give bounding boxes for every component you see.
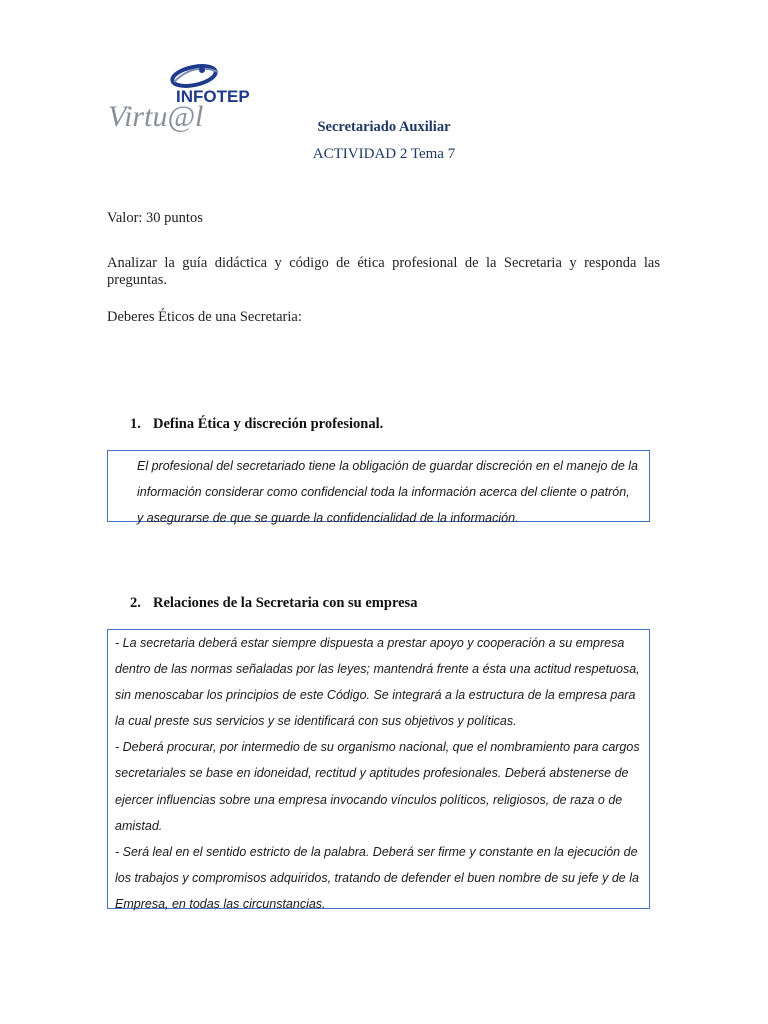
logo-script-text: Virtu@l [108, 100, 204, 133]
course-title: Secretariado Auxiliar [317, 119, 451, 135]
answer-2-paragraph-1: - La secretaria deberá estar siempre dispuesta a prestar apoyo y cooperación a su empresa dentro de las normas señaladas por las leyes; mantendrá frente a ésta una actitud respetuosa, sin menoscabar los principios de este Código. Se integrará a la estructura de la empresa para la cual preste sus servicios y se identificará con sus objetivos y políticas. [115, 636, 640, 729]
logo-brand-text: INFOTEP [176, 87, 250, 106]
question-1 [130, 416, 383, 433]
question-1-number: 1. [130, 416, 141, 432]
section-label: Deberes Éticos de una Secretaria: [107, 309, 302, 325]
question-2 [130, 595, 417, 612]
answer-box-2 [107, 629, 650, 909]
answer-2-paragraph-3: - Será leal en el sentido estricto de la palabra. Deberá ser firme y constante en la ejecución de los trabajos y compromisos adquiridos, tratando de defender el buen nombre de su jefe y de la Empresa, en todas las circunstancias. [115, 844, 639, 911]
answer-box-1 [107, 450, 650, 525]
value-text: Valor: 30 puntos [107, 210, 203, 226]
activity-title: ACTIVIDAD 2 Tema 7 [312, 146, 456, 162]
question-1-text: Defina Ética y discreción profesional. [153, 416, 384, 432]
answer-1-paragraph: El profesional del secretariado tiene la obligación de guardar discreción en el manejo de la información considerar como confidencial toda la información acerca del cliente o patrón, y asegurarse de que se guarde la confidencialidad de la información. [137, 459, 639, 525]
answer-2-paragraph-2: - Deberá procurar, por intermedio de su organismo nacional, que el nombramiento para cargos secretariales se base en idoneidad, rectitud y aptitudes profesionales. Deberá abstenerse de ejercer influencias sobre una empresa invocando vínculos políticos, religiosos, de raza o de amistad. [115, 740, 640, 833]
question-2-text: Relaciones de la Secretaria con su empresa [153, 595, 418, 611]
instruction-text: Analizar la guía didáctica y código de ética profesional de la Secretaria y responda las preguntas. [107, 255, 660, 288]
question-2-number: 2. [130, 595, 141, 611]
